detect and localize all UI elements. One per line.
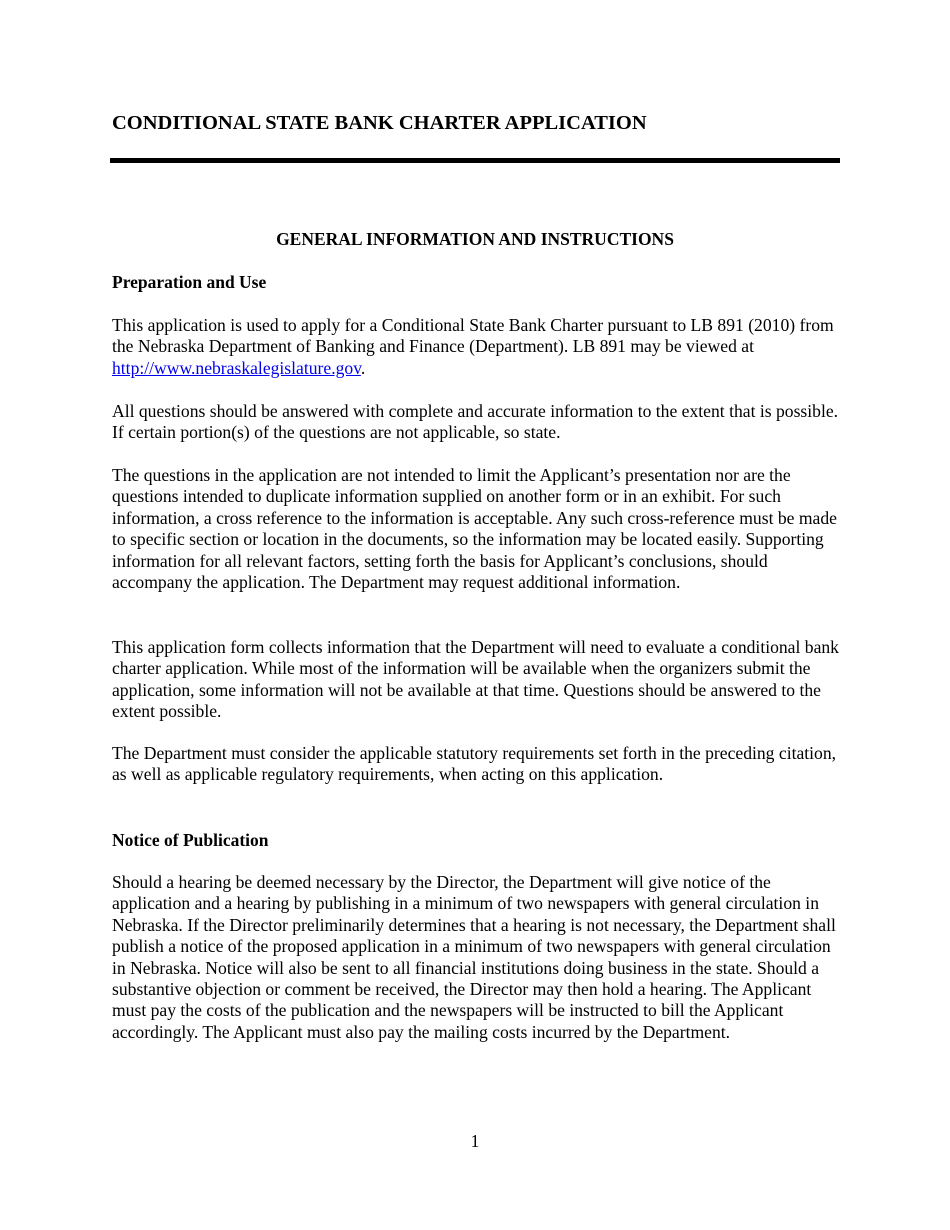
paragraph-preparation-2: All questions should be answered with complete and accurate information to the extent that is possible. If certain portion(s) of the questions are not applicable, so state. [112, 401, 839, 443]
section-heading-preparation: Preparation and Use [112, 272, 267, 292]
paragraph-notice-1: Should a hearing be deemed necessary by the Director, the Department will give notice of the application and a hearing by publishing in a minimum of two newspapers with general circulation in Nebraska. If the Director preliminarily determines that a hearing is not necessary, the Department shall publish a notice of the proposed application in a minimum of two newspapers with general circulation in Nebraska. Notice will also be sent to all financial institutions doing business in the state. Should a substantive objection or comment be received, the Director may then hold a hearing. The Applicant must pay the costs of the publication and the newspapers will be instructed to bill the Applicant accordingly. The Applicant must also pay the mailing costs incurred by the Department. [112, 872, 836, 1042]
paragraph-text: This application is used to apply for a Conditional State Bank Charter pursuant to LB 891 (2010) from the Nebraska Department of Banking and Finance (Department). LB 891 may be viewed at [112, 315, 834, 357]
paragraph-preparation-5: The Department must consider the applicable statutory requirements set forth in the preceding citation, as well as applicable regulatory requirements, when acting on this application. [112, 743, 837, 785]
legislature-link[interactable]: http://www.nebraskalegislature.gov [112, 357, 361, 378]
main-heading: GENERAL INFORMATION AND INSTRUCTIONS [276, 229, 674, 249]
document-title: CONDITIONAL STATE BANK CHARTER APPLICATION [112, 112, 647, 134]
title-divider [110, 158, 840, 163]
section-heading-notice: Notice of Publication [112, 830, 269, 850]
paragraph-end: . [360, 357, 366, 378]
paragraph-preparation-3: The questions in the application are not intended to limit the Applicant’s presentation nor are the questions intended to duplicate information supplied on another form or in an exhibit. For such information, a cross reference to the information is acceptable. Any such cross-reference must be made to specific section or location in the documents, so the information may be located easily. Supporting information for all relevant factors, setting forth the basis for Applicant’s conclusions, should accompany the application. The Department may request additional information. [112, 465, 837, 593]
paragraph-preparation-4: This application form collects information that the Department will need to evaluate a conditional bank charter application. While most of the information will be available when the organizers submit the application, some information will not be available at that time. Questions should be answered to the extent possible. [112, 637, 839, 722]
paragraph-preparation-1 [112, 315, 847, 379]
page-number: 1 [470, 1131, 480, 1151]
